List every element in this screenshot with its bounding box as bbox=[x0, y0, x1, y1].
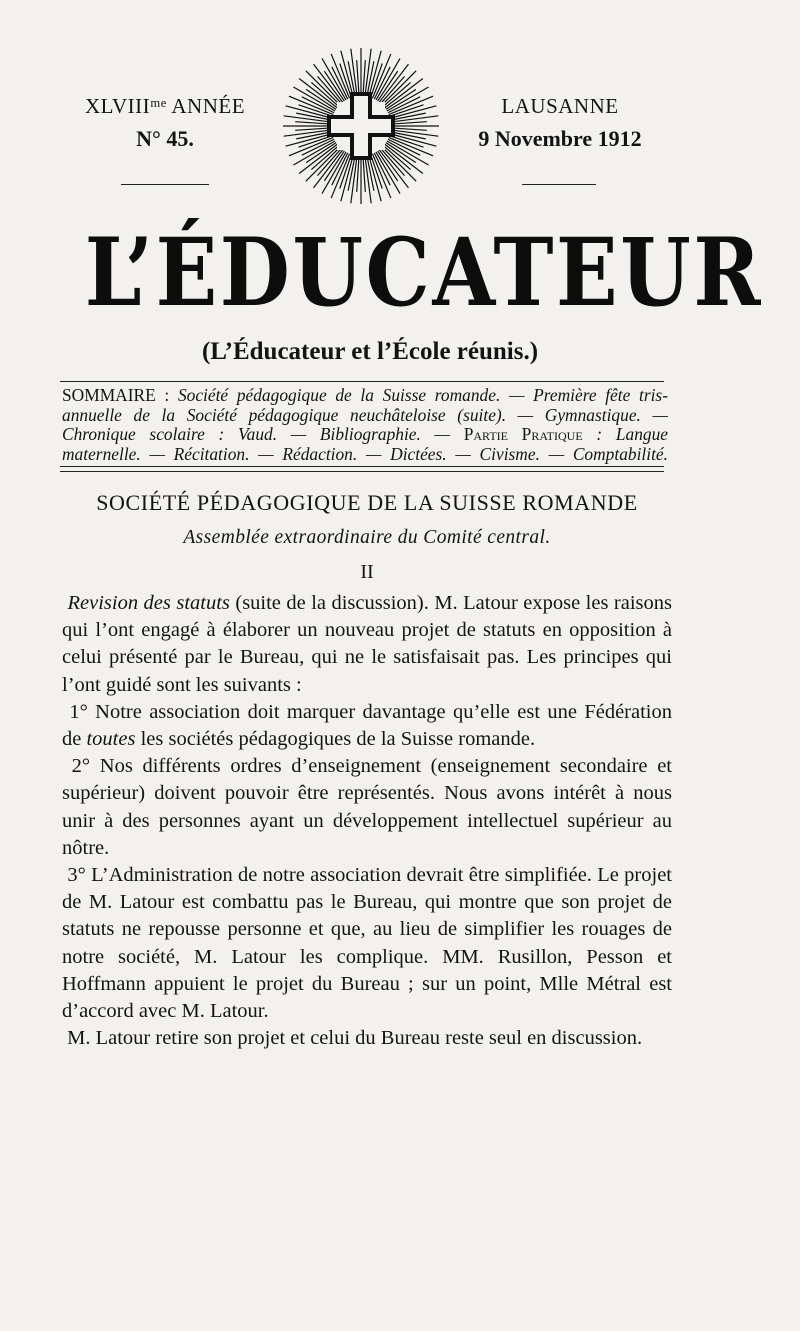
sunburst-ray bbox=[363, 156, 365, 192]
swiss-cross-emblem-icon bbox=[281, 46, 441, 206]
paragraph-1 bbox=[62, 590, 672, 699]
article bbox=[62, 488, 672, 1052]
summary-top-rule bbox=[60, 381, 664, 382]
summary-text-1: Société pédagogique de la Suisse romande. — Première fête tris- bbox=[177, 385, 668, 405]
sunburst-ray bbox=[295, 128, 331, 130]
year-label: XLVIIIᵐᵉ ANNÉE bbox=[84, 94, 246, 118]
header-left-rule bbox=[121, 184, 209, 185]
summary-line-4: maternelle. — Récitation. — Rédaction. — Dictées. — Civisme. — Comptabilité. bbox=[62, 443, 668, 464]
journal-title: L’ÉDUCATEUR bbox=[84, 218, 764, 328]
section-number: II bbox=[360, 561, 374, 583]
article-title: SOCIÉTÉ PÉDAGOGIQUE DE LA SUISSE ROMANDE bbox=[96, 490, 638, 515]
article-subtitle: Assemblée extraordinaire du Comité central. bbox=[183, 527, 551, 548]
header-right-rule bbox=[522, 184, 596, 185]
city-label: LAUSANNE bbox=[501, 94, 619, 118]
paragraph-3-text: 2° Nos différents ordres d’enseignement (enseignement secondaire et supérieur) doivent pouvoir être représentés. Nous avons intérêt à nous unir à des personnes ayant un développement intellectuel supérieur au nôtre. bbox=[62, 755, 672, 859]
header-left bbox=[60, 92, 270, 185]
paragraph-4 bbox=[62, 862, 672, 1025]
sunburst-ray bbox=[357, 156, 359, 192]
article-body bbox=[62, 590, 672, 1052]
summary-label: SOMMAIRE : bbox=[62, 385, 170, 405]
summary-bottom-rule-1 bbox=[60, 466, 664, 467]
header-right bbox=[440, 92, 680, 185]
summary-line-3 bbox=[62, 425, 668, 445]
sunburst-ray bbox=[357, 60, 359, 96]
sunburst-ray bbox=[391, 128, 427, 130]
summary-text-3a: Chronique scolaire : Vaud. — Bibliographie. — bbox=[62, 424, 451, 445]
journal-subtitle: (L’Éducateur et l’École réunis.) bbox=[201, 338, 539, 365]
paragraph-5 bbox=[62, 1025, 672, 1052]
paragraph-1-text: (suite de la discussion). M. Latour expose les raisons qui l’ont engagé à élaborer un nouveau projet de statuts en opposition à celui présenté par le Bureau, qui ne le satisfaisait pas. Les principes qui l’ont guidé sont les suivants : bbox=[62, 592, 672, 696]
sunburst-ray bbox=[391, 122, 427, 124]
paragraph-1-italic: Revision des statuts bbox=[67, 592, 230, 614]
summary-text-3b: Partie Pratique bbox=[463, 424, 583, 445]
summary-line-1 bbox=[62, 386, 668, 406]
paragraph-3 bbox=[62, 753, 672, 862]
sunburst-ray bbox=[363, 60, 365, 96]
paragraph-2-italic: toutes bbox=[86, 728, 136, 751]
summary-box bbox=[62, 386, 668, 464]
summary-text-3c: : Langue bbox=[596, 424, 669, 445]
paragraph-2-text-a: 1° Notre association doit marquer davantage qu’elle est une Fédération de bbox=[62, 700, 672, 751]
paragraph-5-text: M. Latour retire son projet et celui du Bureau reste seul en discussion. bbox=[67, 1027, 643, 1050]
issue-date: 9 Novembre 1912 bbox=[478, 126, 642, 151]
paragraph-2 bbox=[62, 699, 672, 753]
sunburst-ray bbox=[295, 122, 331, 124]
summary-bottom-rule-2 bbox=[60, 471, 664, 472]
paragraph-2-text-b: les sociétés pédagogiques de la Suisse romande. bbox=[135, 728, 536, 751]
paragraph-4-text: 3° L’Administration de notre association devrait être simplifiée. Le projet de M. Latour est combattu pas le Bureau, qui montre que son projet de statuts ne repousse personne et que, au lieu de simplifier les rouages de notre société, M. Latour les complique. MM. Rusillon, Pesson et Hoffmann appuient le projet du Bureau ; sur un point, Mlle Métral est d’accord avec M. Latour. bbox=[62, 864, 672, 1023]
summary-line-2: annuelle de la Société pédagogique neuchâteloise (suite). — Gymnastique. — bbox=[62, 404, 668, 425]
issue-number: N° 45. bbox=[136, 126, 194, 151]
